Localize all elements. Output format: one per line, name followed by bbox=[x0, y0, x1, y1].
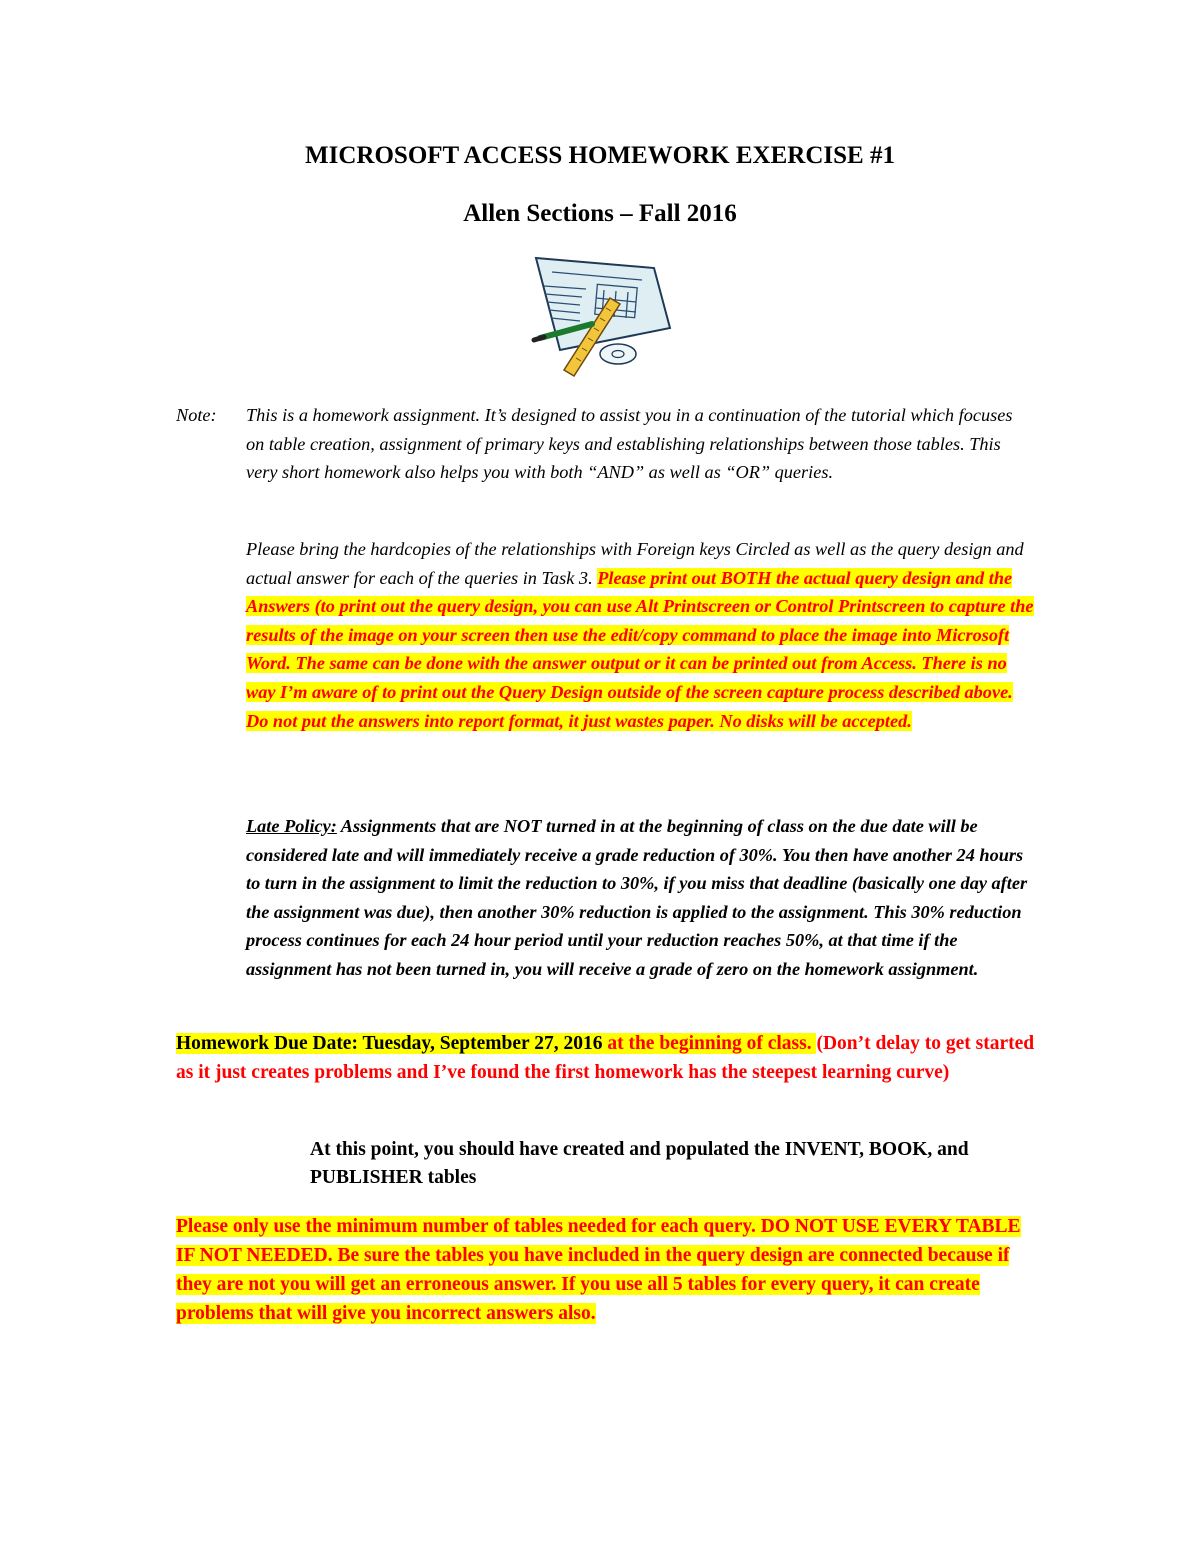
late-policy-label: Late Policy: bbox=[246, 816, 337, 836]
status-line: At this point, you should have created and populated the INVENT, BOOK, and PUBLISHER tables bbox=[310, 1139, 969, 1188]
note-label: Note: bbox=[176, 405, 217, 425]
due-date-advice: (Don’t delay to get started as it just creates problems and I’ve found the first homework has the steepest learning curve) bbox=[176, 1033, 1035, 1083]
due-date-paragraph bbox=[176, 1029, 1036, 1087]
print-instructions-highlight: Please print out BOTH the actual query design and the Answers (to print out the query design, you can use Alt Printscreen or Control Printscreen to capture the results of the image on your screen then use the edit/copy command to place the image into Microsoft Word. The same can be done with the answer output or it can be printed out from Access. There is no way I’m aware of to print out the Query Design outside of the screen capture process described above. Do not put the answers into report format, it just wastes paper. No disks will be accepted. bbox=[246, 567, 1034, 731]
late-policy-body: Assignments that are NOT turned in at the beginning of class on the due date will be considered late and will immediately receive a grade reduction of 30%. You then have another 24 hours to turn in the assignment to limit the reduction to 30%, if you miss that deadline (basically one day after the assignment was due), then another 30% reduction is applied to the assignment. This 30% reduction process continues for each 24 hour period until your reduction reaches 50%, at that time if the assignment has not been turned in, you will receive a grade of zero on the homework assignment. bbox=[246, 816, 1028, 979]
due-date-time: at the beginning of class. bbox=[607, 1033, 817, 1054]
warning-paragraph bbox=[176, 1212, 1036, 1328]
instructions-paragraph bbox=[246, 535, 1036, 735]
warning-highlight: Please only use the minimum number of tables needed for each query. DO NOT USE EVERY TABLE IF NOT NEEDED. Be sure the tables you have included in the query design are connected because if they are not you will get an erroneous answer. If you use all 5 tables for every query, it can create problems that will give you incorrect answers also. bbox=[176, 1216, 1021, 1324]
note-body: This is a homework assignment. It’s designed to assist you in a continuation of the tutorial which focuses on table creation, assignment of primary keys and establishing relationships between those tables. This very short homework also helps you with both “AND” as well as “OR” queries. bbox=[246, 405, 1013, 483]
document-subtitle: Allen Sections – Fall 2016 bbox=[463, 200, 737, 227]
due-date-label: Homework Due Date: Tuesday, September 27, 2016 bbox=[176, 1033, 608, 1054]
instructions-text: Please bring the hardcopies of the relationships with Foreign keys Circled as well as the query design and actual answer for each of the queries in Task 3. bbox=[246, 539, 1024, 588]
blueprint-ruler-pencil-icon bbox=[522, 250, 677, 378]
late-policy-paragraph bbox=[246, 812, 1036, 984]
document-title: MICROSOFT ACCESS HOMEWORK EXERCISE #1 bbox=[305, 142, 895, 169]
